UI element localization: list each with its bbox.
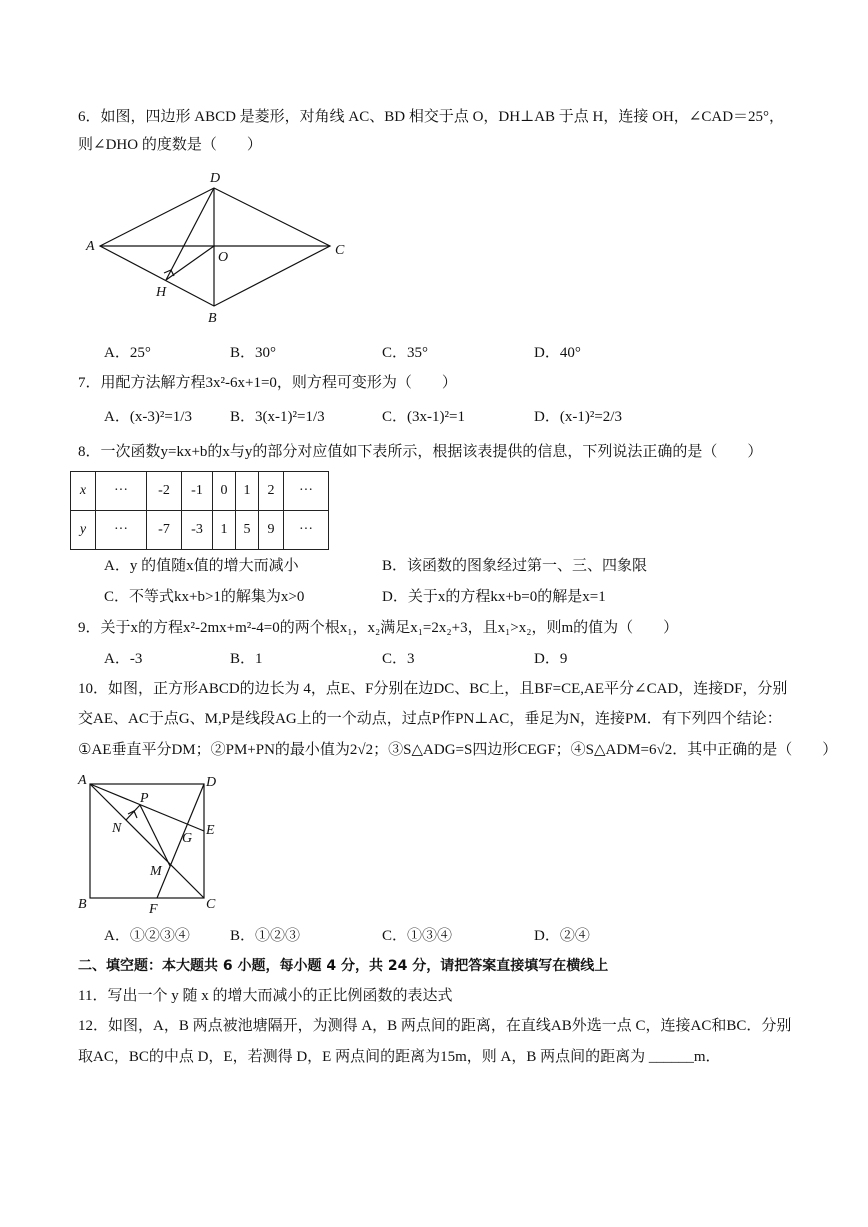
q6-label-h: H (156, 285, 167, 300)
q6-option-c[interactable]: C．35° (382, 345, 429, 361)
q8-option-d[interactable]: D．关于x的方程kx+b=0的解是x=1 (382, 589, 606, 605)
q8-y-cell: ··· (96, 511, 147, 550)
q10-label-n: N (112, 821, 122, 836)
q10-option-a[interactable]: A．①②③④ (104, 928, 190, 944)
q8-y-cell: 9 (259, 511, 284, 550)
q7-option-a[interactable]: A．(x-3)²=1/3 (104, 409, 192, 425)
q6-label-b: B (208, 311, 217, 326)
q10-label-m: M (150, 864, 162, 879)
q7-option-d[interactable]: D．(x-1)²=2/3 (534, 409, 622, 425)
q6-label-d: D (210, 171, 221, 186)
q9-option-d[interactable]: D．9 (534, 651, 568, 667)
q8-option-a[interactable]: A．y 的值随x值的增大而减小 (104, 558, 299, 574)
q6-option-a[interactable]: A．25° (104, 345, 151, 361)
q8-x-row (71, 472, 329, 511)
q10-label-a: A (78, 773, 87, 788)
q9-option-b[interactable]: B．1 (230, 651, 263, 667)
q6-segment-dh (166, 188, 214, 280)
q11-stem: 11．写出一个 y 随 x 的增大而减小的正比例函数的表达式 (78, 988, 453, 1004)
q8-option-b[interactable]: B．该函数的图象经过第一、三、四象限 (382, 558, 648, 574)
q10-stem-line1: 10．如图，正方形ABCD的边长为 4，点E、F分别在边DC、BC上，且BF=CE,AE平分∠CAD，连接DF，分别 (78, 681, 788, 697)
q8-x-cell: -1 (182, 472, 213, 511)
q8-y-cell: ··· (284, 511, 329, 550)
q10-square-figure (72, 770, 232, 915)
q10-label-f: F (149, 902, 158, 915)
q8-x-head: x (71, 472, 96, 511)
q12-stem-line1: 12．如图，A，B 两点被池塘隔开，为测得 A，B 两点间的距离，在直线AB外选一点 C，连接AC和BC．分别 (78, 1018, 792, 1034)
q8-option-c[interactable]: C．不等式kx+b>1的解集为x>0 (104, 589, 305, 605)
q8-y-cell: -7 (147, 511, 182, 550)
q10-label-b: B (78, 897, 87, 912)
q6-option-b[interactable]: B．30° (230, 345, 277, 361)
q6-label-a: A (86, 239, 95, 254)
q9-option-a[interactable]: A．-3 (104, 651, 143, 667)
q6-option-d[interactable]: D．40° (534, 345, 581, 361)
q10-option-b[interactable]: B．①②③ (230, 928, 301, 944)
q8-y-head: y (71, 511, 96, 550)
q9-option-c[interactable]: C．3 (382, 651, 415, 667)
q8-stem: 8．一次函数y=kx+b的x与y的部分对应值如下表所示，根据该表提供的信息，下列说法正确的是（ ） (78, 444, 763, 460)
q8-x-cell: 2 (259, 472, 284, 511)
q9-stem: 9．关于x的方程x²-2mx+m²-4=0的两个根x₁，x₂满足x₁=2x₂+3，且x₁>x₂，则m的值为（ ） (78, 620, 679, 636)
q8-y-row (71, 511, 329, 550)
q6-stem-line1: 6．如图，四边形 ABCD 是菱形，对角线 AC、BD 相交于点 O，DH⊥AB 于点 H，连接 OH，∠CAD＝25°， (78, 109, 785, 125)
q10-label-d: D (206, 775, 217, 790)
q10-segment-pn (126, 805, 140, 820)
q10-stem-line3: ①AE垂直平分DM；②PM+PN的最小值为2√2；③S△ADG=S四边形CEGF；④S△ADM=6√2．其中正确的是（ ） (78, 742, 838, 758)
q6-stem-line2: 则∠DHO 的度数是（ ） (78, 137, 262, 153)
q8-x-cell: -2 (147, 472, 182, 511)
q7-stem: 7．用配方法解方程3x²-6x+1=0，则方程可变形为（ ） (78, 375, 457, 391)
q6-label-o: O (218, 250, 229, 265)
q10-segment-df (157, 784, 204, 898)
q10-label-g: G (182, 831, 193, 846)
q12-stem-line2: 取AC，BC的中点 D，E，若测得 D，E 两点间的距离为15m，则 A，B 两点间的距离为 ______m． (78, 1049, 721, 1065)
q8-y-cell: 5 (236, 511, 259, 550)
q10-option-d[interactable]: D．②④ (534, 928, 590, 944)
q8-value-table (70, 471, 329, 550)
q10-stem-line2: 交AE、AC于点G、M,P是线段AG上的一个动点，过点P作PN⊥AC，垂足为N，连接PM．有下列四个结论： (78, 711, 782, 727)
q8-x-cell: 1 (236, 472, 259, 511)
q6-rhombus-figure (80, 168, 360, 328)
q10-label-p: P (140, 791, 149, 806)
q7-option-b[interactable]: B．3(x-1)²=1/3 (230, 409, 325, 425)
q10-segment-pm (140, 805, 170, 866)
q8-y-cell: 1 (213, 511, 236, 550)
q8-x-cell: 0 (213, 472, 236, 511)
q6-rhombus-outline (100, 188, 330, 306)
q8-x-cell: ··· (96, 472, 147, 511)
q10-option-c[interactable]: C．①③④ (382, 928, 453, 944)
q10-label-e: E (206, 823, 215, 838)
q8-x-cell: ··· (284, 472, 329, 511)
q10-label-c: C (206, 897, 216, 912)
q7-option-c[interactable]: C．(3x-1)²=1 (382, 409, 465, 425)
q8-y-cell: -3 (182, 511, 213, 550)
section2-heading: 二、填空题：本大题共 6 小题，每小题 4 分，共 24 分，请把答案直接填写在横线上 (78, 958, 609, 974)
q6-label-c: C (335, 243, 345, 258)
